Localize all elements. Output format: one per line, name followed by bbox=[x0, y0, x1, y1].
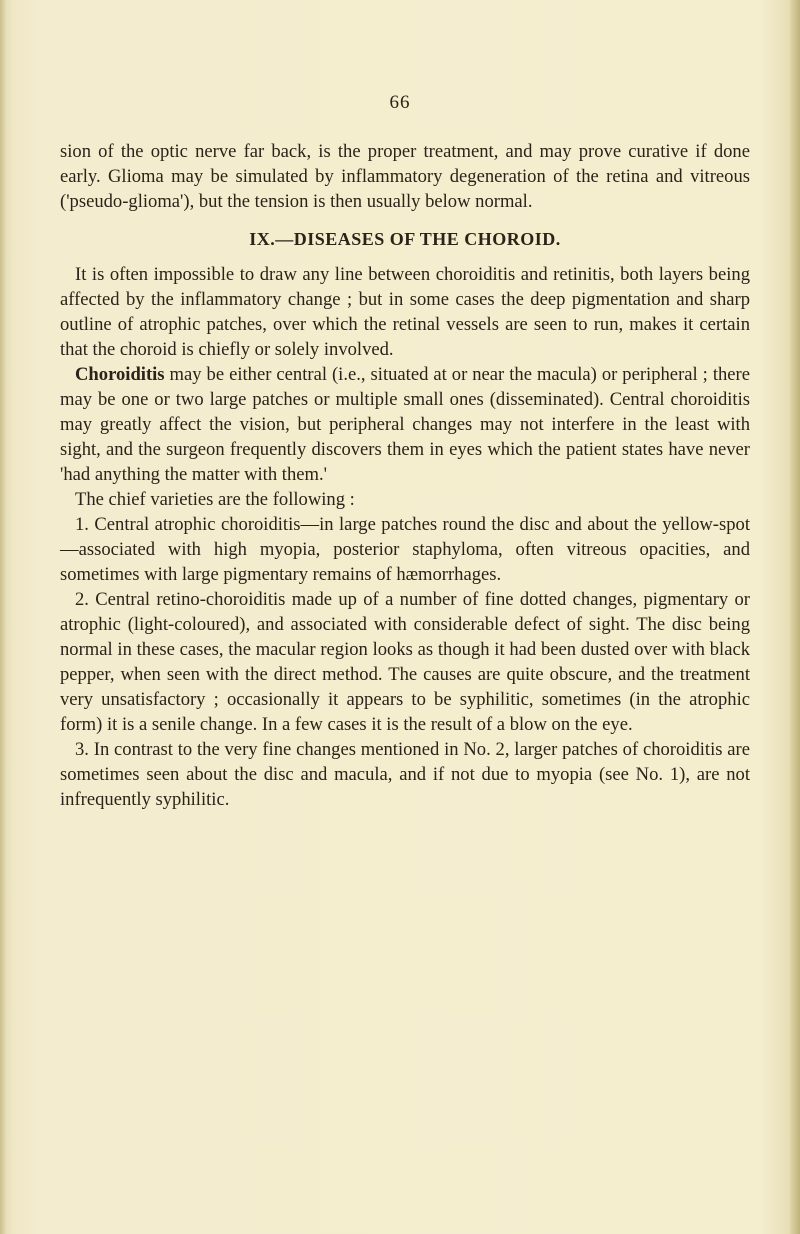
page-right-edge bbox=[790, 0, 800, 1234]
list-item-1: 1. Central atrophic choroiditis—in large patches round the disc and about the yellow-spot—associated with high myopia, posterior staphyloma, often vitreous opacities, and sometimes with large pigmentary remains of hæmorrhages. bbox=[60, 514, 750, 585]
body-text bbox=[60, 139, 750, 812]
paragraph-2-rest: may be either central (i.e., situated at or near the macula) or peripheral ; there may be one or two large patches or multiple small ones (disseminated). Central choroiditis may greatly affect the vision, but peripheral changes may not interfere in the least with sight, and the surgeon frequently discovers them in eyes which the patient states have never 'had anything the matter with them.' bbox=[60, 364, 750, 485]
paragraph-2-lead: Choroiditis bbox=[75, 364, 165, 385]
section-heading: IX.—DISEASES OF THE CHOROID. bbox=[249, 229, 561, 249]
page-left-edge bbox=[0, 0, 6, 1234]
paragraph-1: It is often impossible to draw any line between choroiditis and retinitis, both layers being affected by the inflammatory change ; but in some cases the deep pigmentation and sharp outline of atrophic patches, over which the retinal vessels are seen to run, makes it certain that the choroid is chiefly or solely involved. bbox=[60, 264, 750, 360]
list-item-3: 3. In contrast to the very fine changes mentioned in No. 2, larger patches of choroiditis are sometimes seen about the disc and macula, and if not due to myopia (see No. 1), are not infrequently syphilitic. bbox=[60, 739, 750, 810]
paragraph-3: The chief varieties are the following : bbox=[75, 489, 355, 510]
intro-paragraph: sion of the optic nerve far back, is the proper treatment, and may prove curative if done early. Glioma may be simulated by inflammatory degeneration of the retina and vitreous ('pseudo-glioma'), but the tension is then usually below normal. bbox=[60, 141, 750, 212]
paragraph-2 bbox=[60, 362, 750, 487]
page-number: 66 bbox=[389, 92, 411, 113]
list-item-2: 2. Central retino-choroiditis made up of a number of fine dotted changes, pigmentary or atrophic (light-coloured), and associated with considerable defect of sight. The disc being normal in these cases, the macular region looks as though it had been dusted over with black pepper, when seen with the direct method. The causes are quite obscure, and the treatment very unsatisfactory ; occasionally it appears to be syphilitic, sometimes (in the atrophic form) it is a senile change. In a few cases it is the result of a blow on the eye. bbox=[60, 589, 750, 735]
